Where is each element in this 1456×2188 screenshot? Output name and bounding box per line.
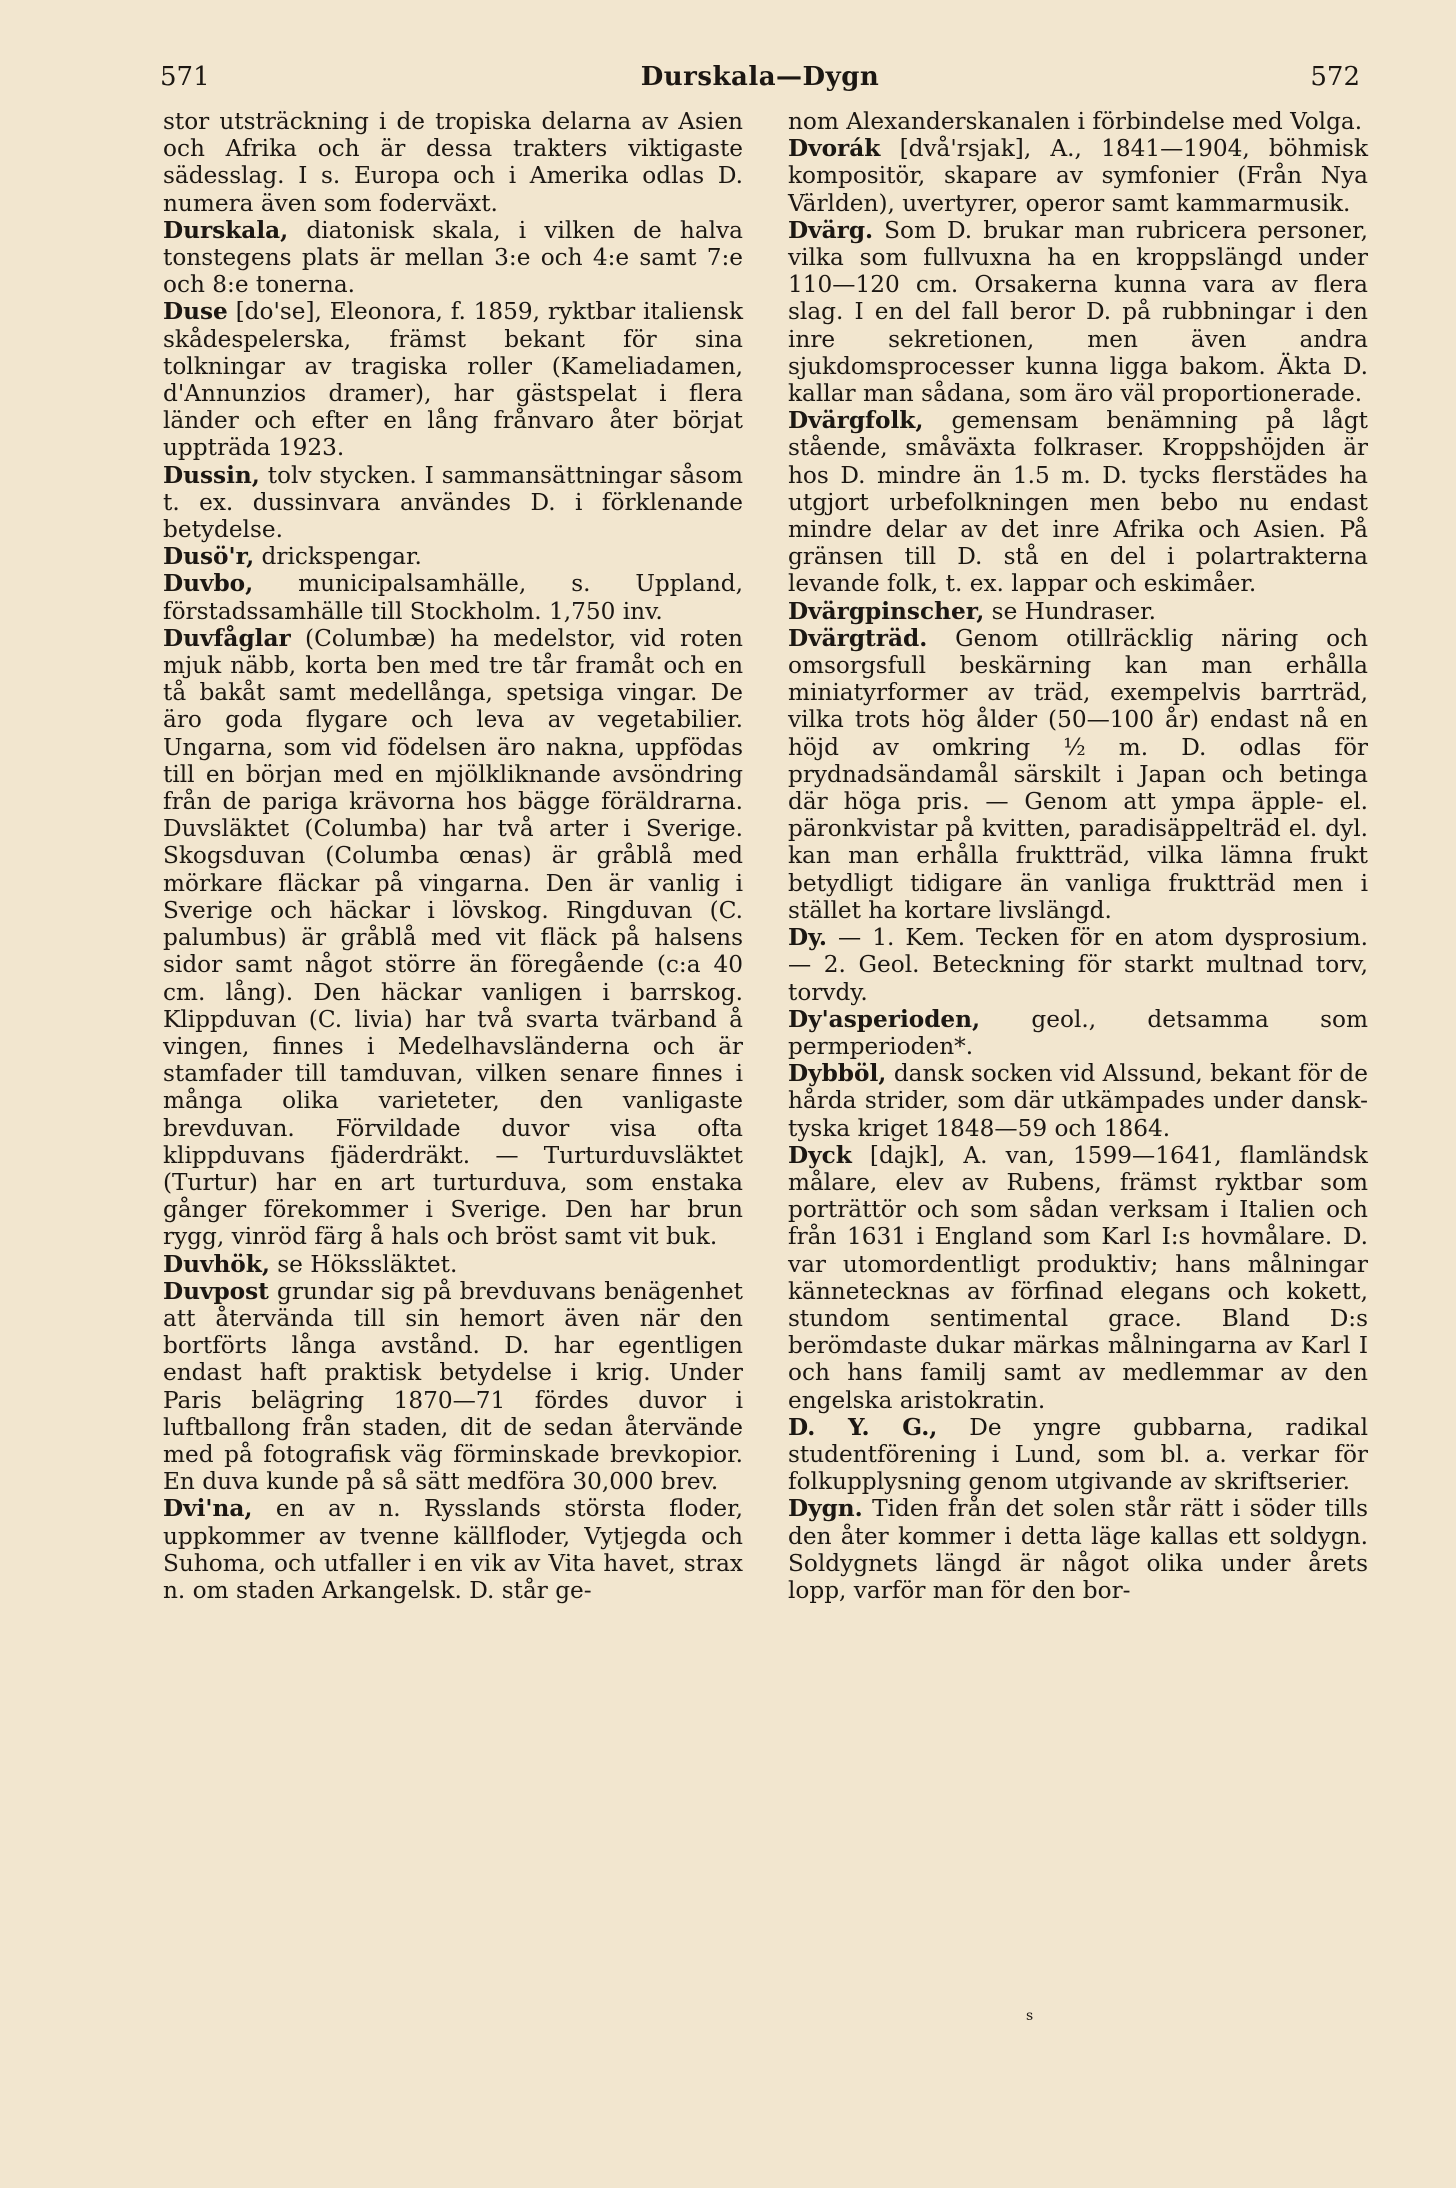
dictionary-entry: [788, 217, 1368, 407]
entry-headword: Dvärgfolk,: [788, 407, 924, 435]
entry-headword: D. Y. G.,: [788, 1413, 938, 1441]
entry-text: municipalsamhälle, s. Uppland, förstadssamhälle till Stockholm. 1,750 inv.: [163, 570, 743, 625]
dictionary-entry: [788, 135, 1368, 217]
dictionary-entry: [163, 108, 743, 217]
entry-headword: Dvärg.: [788, 216, 874, 244]
dictionary-entry: [163, 1495, 743, 1604]
page-header: [160, 62, 1360, 102]
entry-headword: Duvbo,: [163, 570, 254, 598]
entry-text: geol., detsamma som permperioden*.: [788, 1005, 1368, 1060]
entry-text: [do'se], Eleonora, f. 1859, ryktbar italiensk skådespelerska, främst bekant för sina tolkningar av tragiska roller (Kameliadamen, d'Annunzios dramer), har gästspelat i flera länder och efter en lång frånvaro åter börjat uppträda 1923.: [163, 298, 743, 462]
entry-headword: Dvi'na,: [163, 1495, 253, 1523]
dictionary-entry: [788, 1006, 1368, 1060]
entry-text: Som D. brukar man rubricera personer, vilka som fullvuxna ha en kroppslängd under 110—120 cm. Orsakerna kunna vara av flera slag. I en del fall beror D. på rubbningar i den inre sekretionen, men även andra sjukdomsprocesser kunna ligga bakom. Äkta D. kallar man sådana, som äro väl proportionerade.: [788, 216, 1368, 408]
dictionary-entry: [163, 462, 743, 544]
dictionary-entry: [788, 407, 1368, 597]
entry-text: drickspengar.: [254, 543, 422, 571]
entry-text: grundar sig på brevduvans benägenhet att återvända till sin hemort även när den bortförts långa avstånd. D. har egentligen endast haft praktisk betydelse i krig. Under Paris belägring 1870—71 fördes duvor i luftballong från staden, dit de sedan återvände med på fotografisk väg förminskade brevkopior. En duva kunde på så sätt medföra 30,000 brev.: [163, 1277, 743, 1496]
dictionary-entry: [788, 924, 1368, 1006]
entry-headword: Duvhök,: [163, 1250, 270, 1278]
entry-headword: Dvärgpinscher,: [788, 597, 985, 625]
entry-headword: Dvorák: [788, 135, 881, 163]
entry-text: Genom otillräcklig näring och omsorgsfull beskärning kan man erhålla miniatyrformer av träd, exempelvis barrträd, vilka trots hög ålder (50—100 år) endast nå en höjd av omkring ½ m. D. odlas för prydnadsändamål särskilt i Japan och betinga där höga pris. — Genom att ympa äpple- el. päronkvistar på kvitten, paradisäppelträd el. dyl. kan man erhålla fruktträd, vilka lämna frukt betydligt tidigare än vanliga fruktträd men i stället ha kortare livslängd.: [788, 624, 1368, 924]
entry-text: — 1. Kem. Tecken för en atom dysprosium. — 2. Geol. Beteckning för starkt multnad torv, torvdy.: [788, 924, 1368, 1006]
dictionary-entry: [163, 543, 743, 570]
entry-text: gemensam benämning på lågt stående, småväxta folkraser. Kroppshöjden är hos D. mindre än 1.5 m. D. tycks flerstädes ha utgjort urbefolkningen men bebo nu endast mindre delar av det inre Afrika och Asien. På gränsen till D. stå en del i polartrakterna levande folk, t. ex. lappar och eskimåer.: [788, 407, 1368, 598]
entry-headword: Dygn.: [788, 1495, 863, 1523]
entry-text: se Hundraser.: [984, 597, 1157, 625]
dictionary-entry: [788, 1495, 1368, 1604]
dictionary-entry: [163, 570, 743, 624]
entry-headword: Dybböl,: [788, 1060, 887, 1088]
entry-text: Tiden från det solen står rätt i söder tills den åter kommer i detta läge kallas ett soldygn. Soldygnets längd är något olika under årets lopp, varför man för den bor-: [788, 1495, 1368, 1604]
entry-headword: Duvfåglar: [163, 624, 291, 652]
entry-headword: Duvpost: [163, 1277, 269, 1305]
entry-text: [dvå'rsjak], A., 1841—1904, böhmisk kompositör, skapare av symfonier (Från Nya Världen), uvertyrer, operor samt kammarmusik.: [788, 135, 1368, 217]
right-column: [788, 108, 1368, 1604]
running-title: Durskala—Dygn: [640, 62, 880, 92]
entry-headword: Dusö'r,: [163, 543, 255, 571]
left-column: [163, 108, 743, 1604]
entry-headword: Dyck: [788, 1141, 852, 1169]
page-number-right: 572: [1310, 62, 1360, 92]
entry-text: (Columbæ) ha medelstor, vid roten mjuk näbb, korta ben med tre tår framåt och en tå bakåt samt medellånga, spetsiga vingar. De äro goda flygare och leva av vegetabilier. Ungarna, som vid födelsen äro nakna, uppfödas till en början med en mjölkliknande avsöndring från de pariga krävorna hos bägge föräldrarna. Duvsläktet (Columba) har två arter i Sverige. Skogsduvan (Columba œnas) är gråblå med mörkare fläckar på vingarna. Den är vanlig i Sverige och häckar i lövskog. Ringduvan (C. palumbus) är gråblå med vit fläck på halsens sidor samt något större än föregående (c:a 40 cm. lång). Den häckar vanligen i barrskog. Klippduvan (C. livia) har två svarta tvärband å vingen, finnes i Medelhavsländerna och är stamfader till tamduvan, vilken senare finnes i många olika varieteter, den vanligaste brevduvan. Förvildade duvor visa ofta klippduvans fjäderdräkt. — Turturduvsläktet (Turtur) har en art turturduva, som enstaka gånger förekommer i Sverige. Den har brun rygg, vinröd färg å hals och bröst samt vit buk.: [163, 624, 743, 1251]
entry-headword: Dussin,: [163, 461, 260, 489]
dictionary-entry: [163, 298, 743, 461]
entry-text: stor utsträckning i de tropiska delarna av Asien och Afrika och är dessa trakters viktigaste sädesslag. I s. Europa och i Amerika odlas D. numera även som foderväxt.: [163, 108, 743, 217]
entry-text: tolv stycken. I sammansättningar såsom t. ex. dussinvara användes D. i förklenande betydelse.: [163, 461, 743, 544]
entry-headword: Durskala,: [163, 216, 289, 244]
entry-headword: Duse: [163, 298, 228, 326]
dictionary-entry: [788, 1142, 1368, 1414]
dictionary-entry: [163, 625, 743, 1251]
dictionary-entry: [788, 625, 1368, 924]
entry-headword: Dy.: [788, 924, 827, 952]
entry-text: diatonisk skala, i vilken de halva tonstegens plats är mellan 3:e och 4:e samt 7:e och 8:e tonerna.: [163, 216, 743, 299]
dictionary-entry: [788, 1414, 1368, 1496]
dictionary-entry: [163, 217, 743, 299]
dictionary-entry: [163, 1278, 743, 1496]
page-number-left: 571: [160, 62, 210, 92]
entry-headword: Dvärgträd.: [788, 624, 928, 652]
dictionary-entry: [788, 598, 1368, 625]
footer-mark: s: [1026, 2008, 1034, 2024]
dictionary-entry: [788, 108, 1368, 135]
entry-text: [dajk], A. van, 1599—1641, flamländsk målare, elev av Rubens, främst ryktbar som porträttör och som sådan verksam i Italien och från 1631 i England som Karl I:s hovmålare. D. var utomordentligt produktiv; hans målningar kännetecknas av förfinad elegans och kokett, stundom sentimental grace. Bland D:s berömdaste dukar märkas målningarna av Karl I och hans familj samt av medlemmar av den engelska aristokratin.: [788, 1141, 1368, 1414]
entry-text: nom Alexanderskanalen i förbindelse med Volga.: [788, 108, 1363, 135]
entry-text: se Hökssläktet.: [269, 1250, 458, 1278]
entry-headword: Dy'asperioden,: [788, 1005, 981, 1033]
entry-text: en av n. Rysslands största floder, uppkommer av tvenne källfloder, Vytjegda och Suhoma, och utfaller i en vik av Vita havet, strax n. om staden Arkangelsk. D. står ge-: [163, 1495, 743, 1604]
dictionary-entry: [788, 1060, 1368, 1142]
dictionary-entry: [163, 1251, 743, 1278]
entry-text: De yngre gubbarna, radikal studentförening i Lund, som bl. a. verkar för folkupplysning genom utgivande av skriftserier.: [788, 1413, 1368, 1496]
entry-text: dansk socken vid Alssund, bekant för de hårda strider, som där utkämpades under dansk-tyska kriget 1848—59 och 1864.: [788, 1060, 1368, 1142]
